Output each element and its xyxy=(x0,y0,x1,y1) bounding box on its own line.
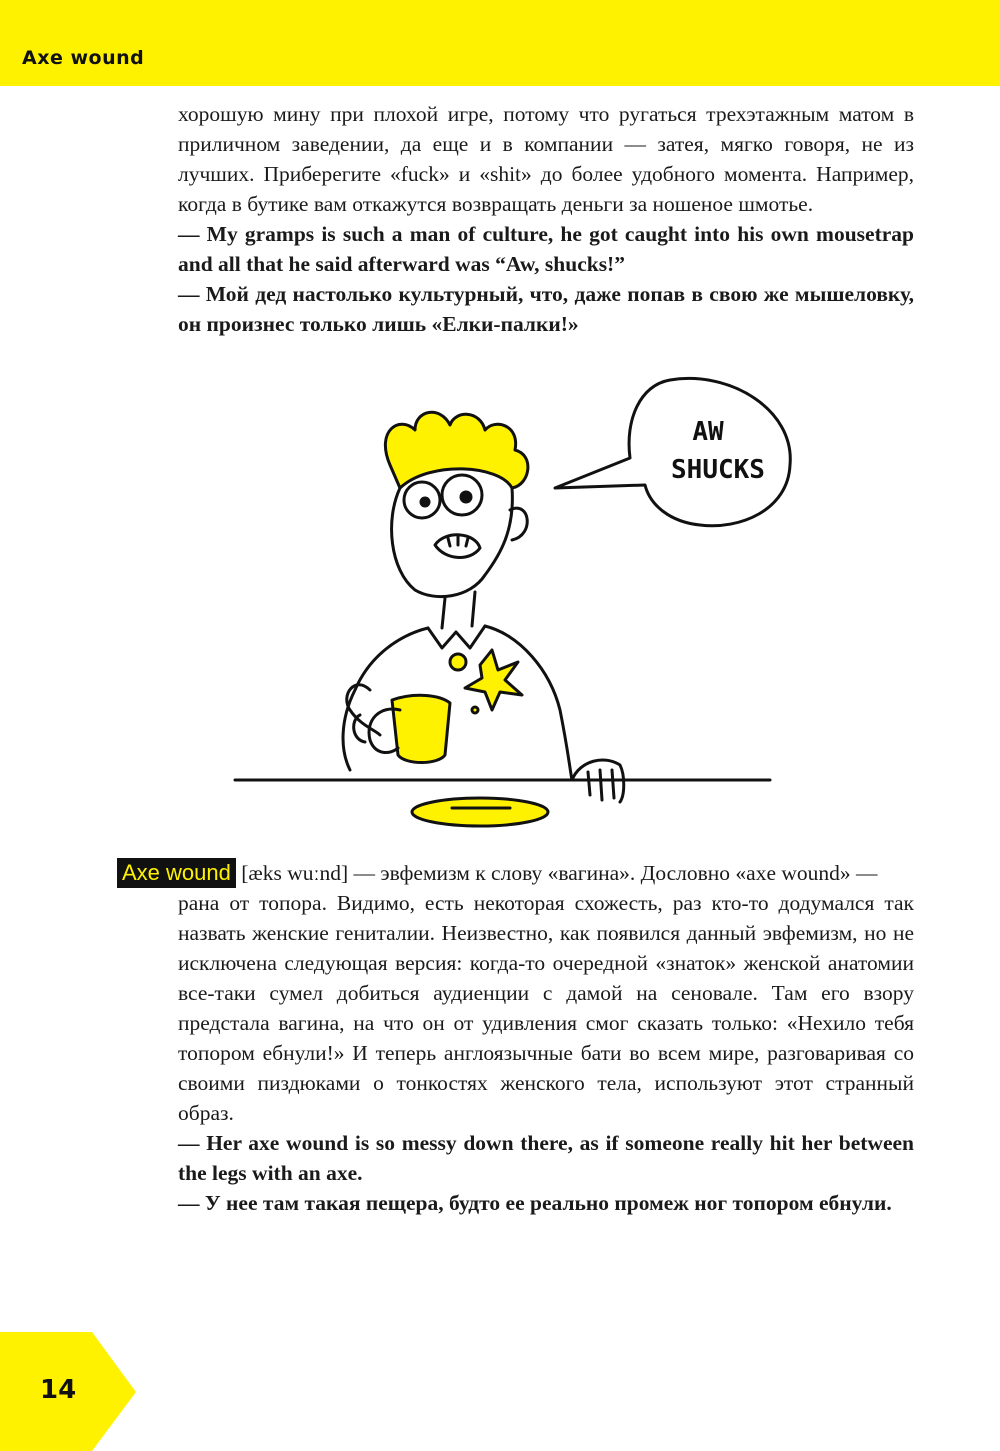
stain-icon xyxy=(465,650,522,710)
speech-text-line2: SHUCKS xyxy=(671,455,765,485)
intro-section xyxy=(178,99,914,339)
term-highlight: Axe wound xyxy=(117,858,236,888)
speech-bubble xyxy=(555,378,790,525)
cup-icon xyxy=(392,695,450,762)
entry-example-russian: — У нее там такая пещера, будто ее реально промеж ног топором ебнули. xyxy=(178,1191,892,1215)
speech-text-line1: AW xyxy=(692,417,724,447)
entry-section xyxy=(178,888,914,1218)
definition-text: рана от топора. Видимо, есть некоторая схожесть, раз кто-то додумался так назвать женские гениталии. Неизвестно, как появился данный эвфемизм, но не исключена следующая версия: когда-то очередной «знаток» женской анатомии все-таки сумел добиться аудиенции с дамой на сеновале. Там его взору предстала вагина, на что он от удивления смог сказать только: «Нехило тебя топором ебнули!» И теперь англоязычные бати во всем мире, разговаривая со своими пиздюками о тонкостях женского тела, используют этот странный образ. xyxy=(178,891,914,1125)
example-russian: — Мой дед настолько культурный, что, даже попав в свою же мышеловку, он произнес только лишь «Елки-палки!» xyxy=(178,282,914,336)
definition-first-line: [æks wuːnd] — эвфемизм к слову «вагина». Дословно «axe wound» — xyxy=(235,861,878,885)
plate-icon xyxy=(412,798,548,826)
intro-paragraph: хорошую мину при плохой игре, потому что ругаться трехэтажным матом в приличном заведении, да еще и в компании — затея, мягко говоря, не из лучших. Приберегите «fuck» и «shit» до более удобного момента. Например, когда в бутике вам откажутся возвращать деньги за ношеное шмотье. xyxy=(178,102,914,216)
entry-example-english: — Her axe wound is so messy down there, as if someone really hit her between the legs with an axe. xyxy=(178,1131,914,1185)
entry-headline xyxy=(117,858,914,888)
running-head: Axe wound xyxy=(22,47,145,69)
example-english: — My gramps is such a man of culture, he got caught into his own mousetrap and all that he said afterward was “Aw, shucks!” xyxy=(178,222,914,276)
cartoon-illustration xyxy=(200,370,800,850)
page-number: 14 xyxy=(40,1375,77,1405)
header-band xyxy=(0,0,1000,86)
torso-outline xyxy=(343,626,572,780)
